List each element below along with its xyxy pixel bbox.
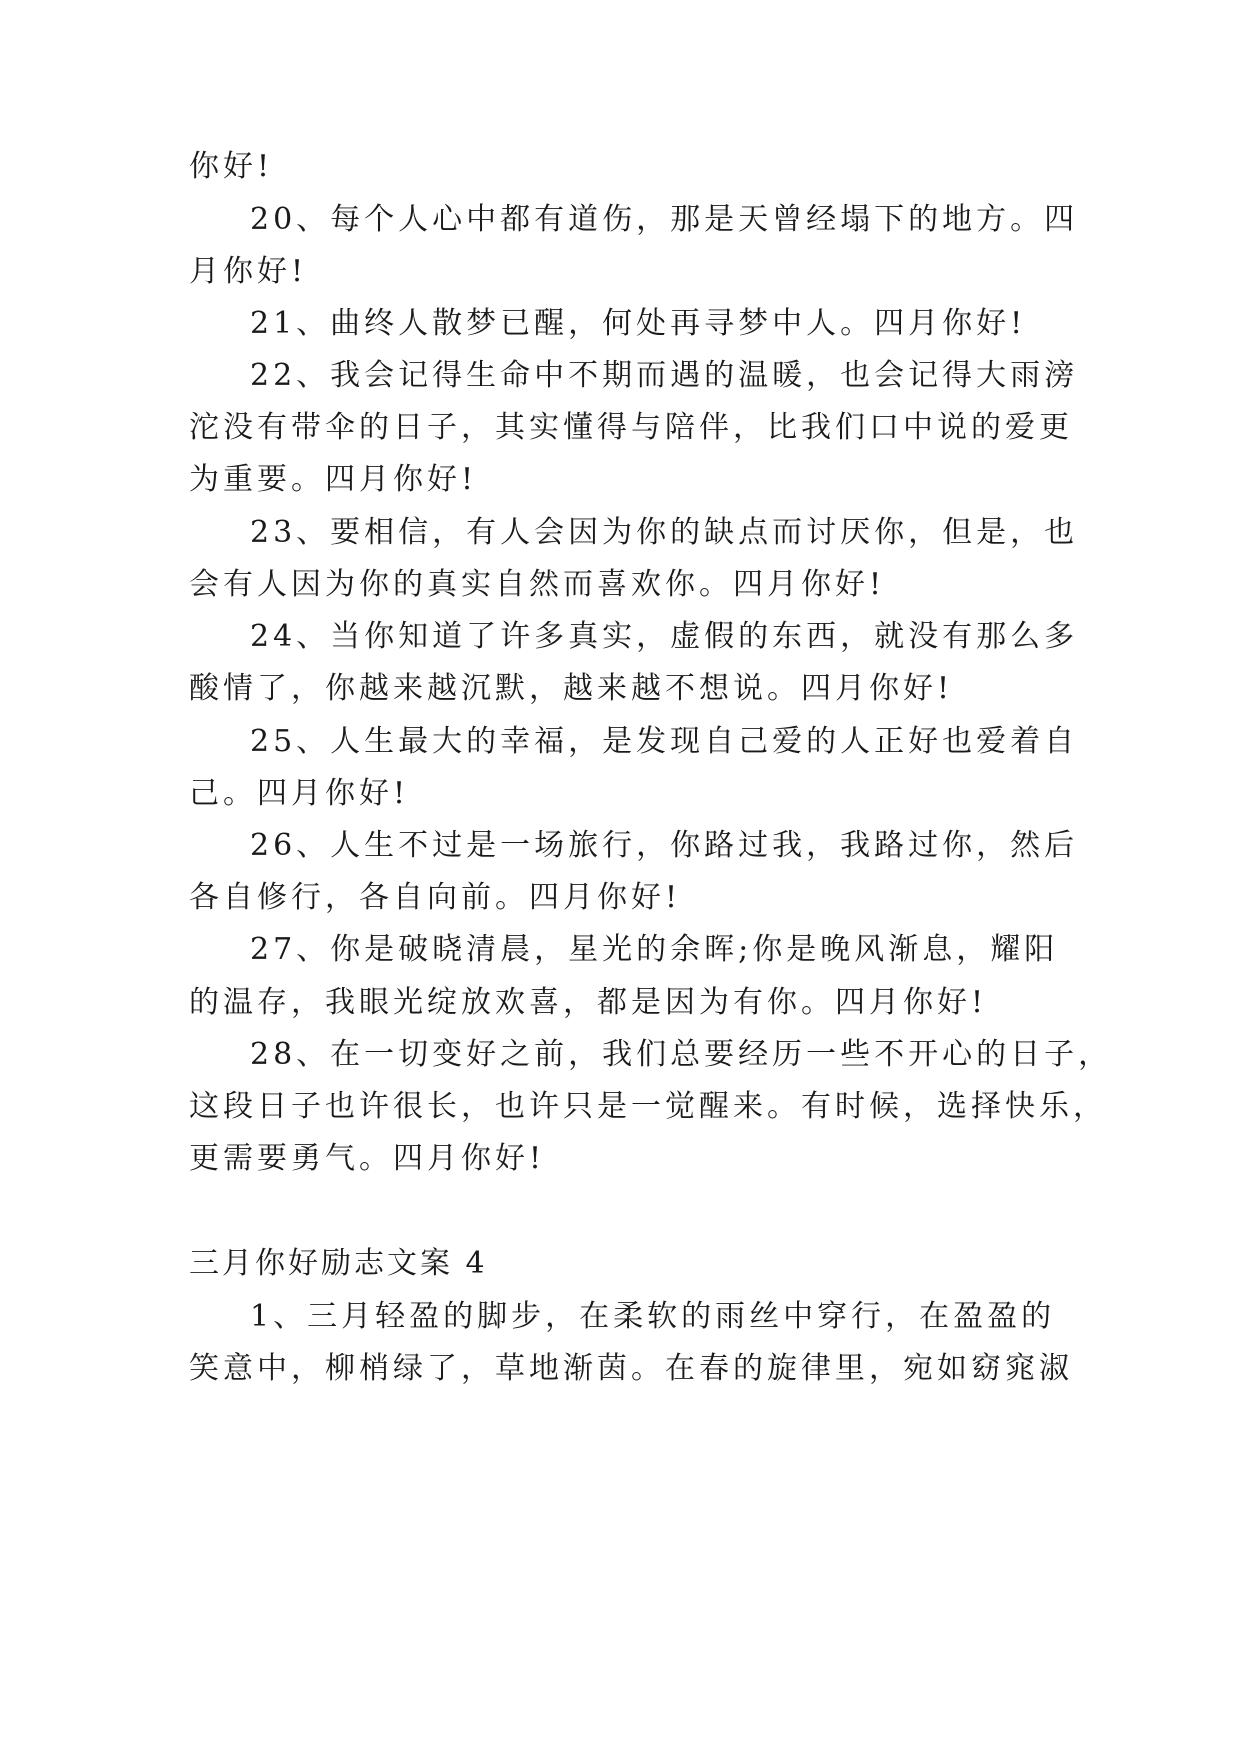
paragraph-20-line-1: 20、每个人心中都有道伤，那是天曾经塌下的地方。四 — [250, 202, 1079, 237]
paragraph-22-line-2: 沱没有带伞的日子，其实懂得与陪伴，比我们口中说的爱更 — [189, 410, 1073, 445]
paragraph-27-line-1: 27、你是破晓清晨，星光的余晖;你是晚风渐息，耀阳 — [250, 932, 1059, 967]
section-4-paragraph-1-line-2: 笑意中，柳梢绿了，草地渐茵。在春的旋律里，宛如窈窕淑 — [189, 1351, 1073, 1386]
section-heading: 三月你好励志文案 4 — [189, 1246, 488, 1281]
paragraph-25-line-1: 25、人生最大的幸福，是发现自己爱的人正好也爱着自 — [250, 724, 1079, 759]
paragraph-24-line-1: 24、当你知道了许多真实，虚假的东西，就没有那么多 — [250, 619, 1079, 654]
paragraph-20-line-2: 月你好! — [189, 254, 308, 289]
paragraph-28-line-2: 这段日子也许很长，也许只是一觉醒来。有时候，选择快乐， — [189, 1089, 1107, 1124]
paragraph-22-line-1: 22、我会记得生命中不期而遇的温暖，也会记得大雨滂 — [250, 358, 1079, 393]
paragraph-26-line-2: 各自修行，各自向前。四月你好! — [189, 880, 682, 915]
text-line: 你好! — [189, 149, 274, 184]
paragraph-22-line-3: 为重要。四月你好! — [189, 462, 478, 497]
paragraph-27-line-2: 的温存，我眼光绽放欢喜，都是因为有你。四月你好! — [189, 985, 988, 1020]
paragraph-21-line-1: 21、曲终人散梦已醒，何处再寻梦中人。四月你好! — [250, 306, 1027, 341]
paragraph-24-line-2: 酸情了，你越来越沉默，越来越不想说。四月你好! — [189, 671, 954, 706]
section-4-paragraph-1-line-1: 1、三月轻盈的脚步，在柔软的雨丝中穿行，在盈盈的 — [250, 1299, 1056, 1334]
paragraph-28-line-1: 28、在一切变好之前，我们总要经历一些不开心的日子， — [250, 1037, 1113, 1072]
paragraph-25-line-2: 己。四月你好! — [189, 776, 410, 811]
paragraph-28-line-3: 更需要勇气。四月你好! — [189, 1141, 546, 1176]
paragraph-26-line-1: 26、人生不过是一场旅行，你路过我，我路过你，然后 — [250, 828, 1079, 863]
paragraph-23-line-2: 会有人因为你的真实自然而喜欢你。四月你好! — [189, 567, 886, 602]
paragraph-23-line-1: 23、要相信，有人会因为你的缺点而讨厌你，但是，也 — [250, 515, 1079, 550]
